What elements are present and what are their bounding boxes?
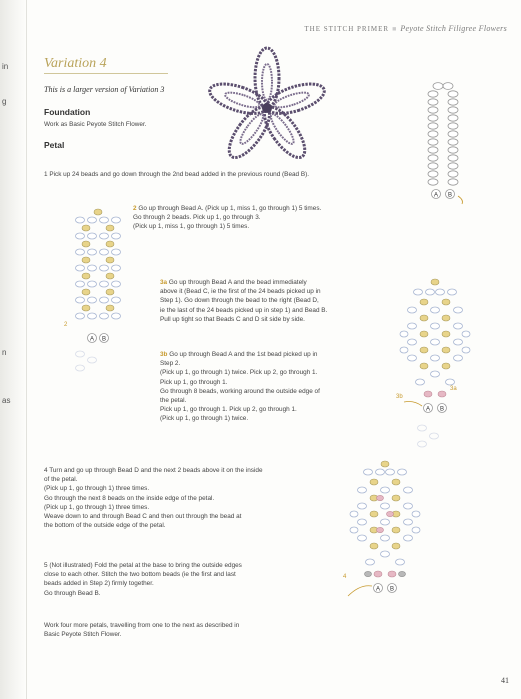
thread-path: [458, 196, 463, 204]
step-3a-number: 3a: [160, 279, 168, 286]
bead-b-label: B: [447, 192, 453, 199]
step-2-text: Go up through Bead A. (Pick up 1, miss 1, go through 1) 5 times. Go through 2 beads. Pick up 1, go through 3. (Pick up 1, miss 1, go through 1) 5 times.: [133, 205, 322, 231]
step-4-side-label: 4: [343, 574, 347, 580]
blue-beads: [350, 469, 420, 565]
step-3b-side-label: 3b: [396, 394, 403, 400]
page-number: 41: [501, 676, 509, 685]
gutter-fragment: as: [2, 396, 11, 405]
bead-a-label: A: [425, 406, 431, 413]
bead-b-label: B: [389, 586, 395, 593]
step-2: [133, 204, 321, 232]
facing-page-gutter: [0, 0, 27, 699]
gold-bead-column: [82, 209, 114, 311]
bead-a-label: A: [433, 192, 439, 199]
bead-a-label: A: [89, 336, 95, 343]
thread-path: [348, 586, 372, 596]
gutter-fragment: g: [2, 97, 7, 106]
faded-bead-loops: [418, 425, 439, 447]
faded-bead-loops: [76, 351, 97, 371]
closing-text: Work four more petals, travelling from one to the next as described in Basic Peyote Stitch Flower.: [44, 622, 240, 639]
step-4-diagram: [340, 456, 430, 606]
bead-loop: [428, 83, 458, 186]
running-head-series: THE STITCH PRIMER: [304, 25, 390, 33]
step-4-text: 4 Turn and go up through Bead D and the next 2 beads above it on the inside of the petal. (Pick up 1, go through 1) three times. Go through the next 8 beads on the inside edge of the petal. (Pick up 1, go through 1) three times. Weave down to and through Bead C and then out through the bead at the bottom of the outside edge of the petal.: [44, 467, 263, 530]
step-3b-text: Go up through Bead A and the 1st bead picked up in Step 2. (Pick up 1, go through 1) twice. Pick up 2, go through 1. Pick up 1, go through 1. Go through 8 beads, working around the outside edge of the petal. Pick up 1, go through 1. Pick up 2, go through 1. (Pick up 1, go through 1) twice.: [160, 351, 320, 423]
foundation-text: Work as Basic Peyote Stitch Flower.: [44, 121, 147, 128]
step-3a-text: Go up through Bead A and the bead immediately above it (Bead C, ie the first of the 24 beads picked up in Step 1). Go down through the bead to the right (Bead D, ie the last of the 24 beads picked up in step 1) and Bead B. Pull up tight so that Beads C and D sit side by side.: [160, 279, 328, 323]
step-1-diagram: [418, 78, 470, 208]
step-2-number: 2: [133, 205, 137, 212]
step-3a: [160, 278, 327, 324]
step-1-text: 1 Pick up 24 beads and go down through the 2nd bead added in the previous round (Bead B).: [44, 171, 310, 178]
gutter-fragment: in: [2, 62, 9, 71]
running-head-separator: ■: [392, 25, 398, 33]
gray-beads: [365, 571, 406, 576]
bead-b-label: B: [101, 336, 107, 343]
subtitle: This is a larger version of Variation 3: [44, 85, 165, 94]
step-3b: [160, 350, 320, 424]
title-divider: [44, 73, 168, 74]
running-head-title: Peyote Stitch Filigree Flowers: [400, 24, 507, 33]
step-3-diagram: [394, 272, 476, 468]
foundation-heading: Foundation: [44, 107, 91, 117]
blue-beads: [400, 289, 470, 385]
bead-b-label: B: [439, 406, 445, 413]
pink-beads: [424, 391, 446, 397]
page-title: Variation 4: [44, 56, 107, 71]
running-head: [304, 24, 507, 33]
thread-path: [404, 402, 422, 407]
flower-center: [262, 103, 272, 113]
beaded-flower-image: [205, 46, 330, 171]
petal-heading: Petal: [44, 140, 65, 150]
step-2-side-label: 2: [64, 322, 68, 328]
step-3a-side-label: 3a: [450, 386, 457, 392]
blue-bead-column: [76, 217, 121, 319]
gutter-fragment: n: [2, 348, 7, 357]
step-5-text: 5 (Not illustrated) Fold the petal at the base to bring the outside edges close to each other. Stitch the two bottom beads (ie the first and last beads added in Step 2) firmly together. Go through Bead B.: [44, 562, 242, 597]
bead-a-label: A: [375, 586, 381, 593]
step-2-diagram: [58, 200, 130, 380]
step-3b-number: 3b: [160, 351, 168, 358]
